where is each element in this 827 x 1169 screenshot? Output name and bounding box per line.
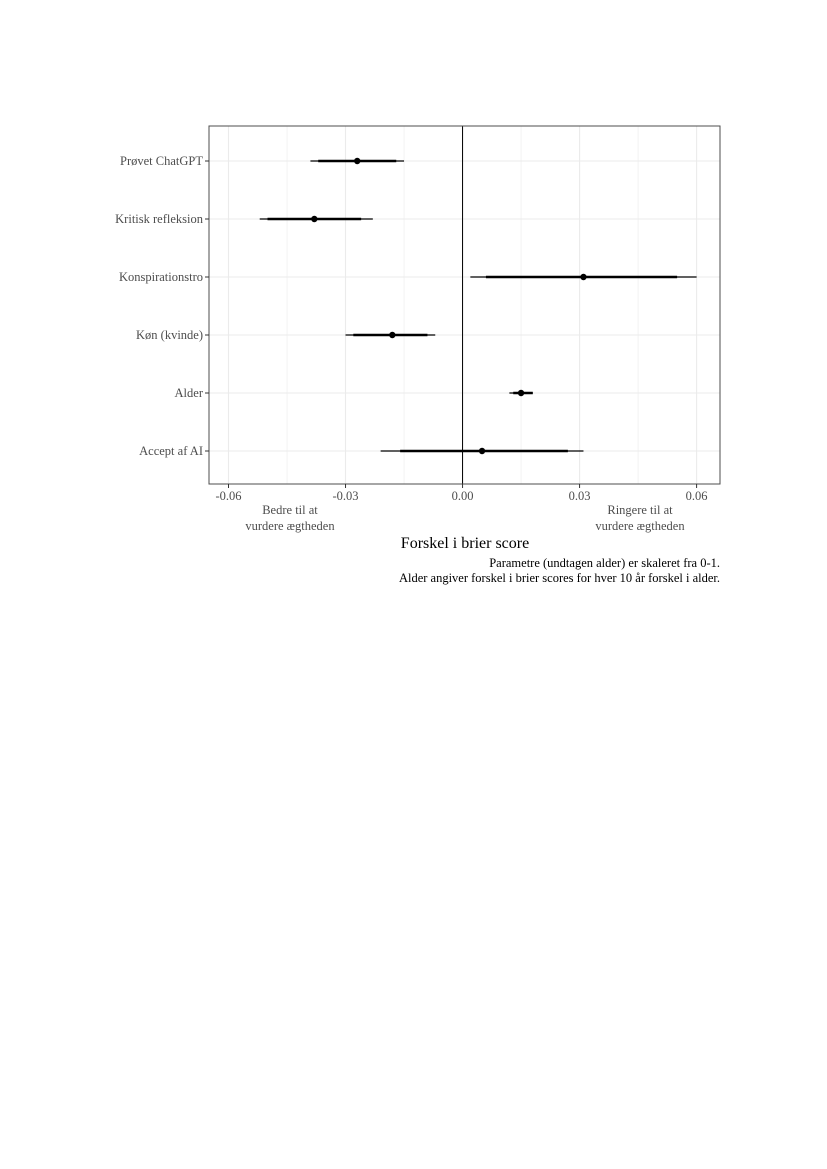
x-tick-label: 0.00 <box>451 489 474 503</box>
caption-line1: Parametre (undtagen alder) er skaleret fra 0-1. <box>489 556 720 570</box>
x-tick-label: 0.06 <box>685 489 708 503</box>
point-estimate <box>389 332 395 338</box>
annotation-left-line2: vurdere ægtheden <box>245 519 335 533</box>
grid-layer <box>209 126 720 484</box>
annotation-right-line1: Ringere til at <box>607 503 673 517</box>
point-estimate <box>354 158 360 164</box>
y-tick-label: Alder <box>174 386 203 400</box>
point-estimate <box>311 216 317 222</box>
annotation-left-line1: Bedre til at <box>262 503 318 517</box>
x-tick-label: -0.03 <box>332 489 359 503</box>
y-tick-label: Accept af AI <box>139 444 203 458</box>
panel-border <box>209 126 720 484</box>
point-estimate <box>518 390 524 396</box>
x-tick-label: -0.06 <box>215 489 242 503</box>
y-tick-label: Køn (kvinde) <box>136 328 203 342</box>
point-estimate <box>479 448 485 454</box>
y-axis <box>115 154 209 458</box>
y-tick-label: Konspirationstro <box>118 270 203 284</box>
x-axis <box>215 484 707 503</box>
x-tick-label: 0.03 <box>568 489 591 503</box>
point-estimate <box>580 274 586 280</box>
y-tick-label: Kritisk refleksion <box>115 212 203 226</box>
y-tick-label: Prøvet ChatGPT <box>120 154 203 168</box>
x-axis-title: Forskel i brier score <box>400 535 530 552</box>
marks-layer <box>260 158 697 454</box>
caption-line2: Alder angiver forskel i brier scores for hver 10 år forskel i alder. <box>398 571 720 585</box>
annotation-right-line2: vurdere ægtheden <box>595 519 685 533</box>
